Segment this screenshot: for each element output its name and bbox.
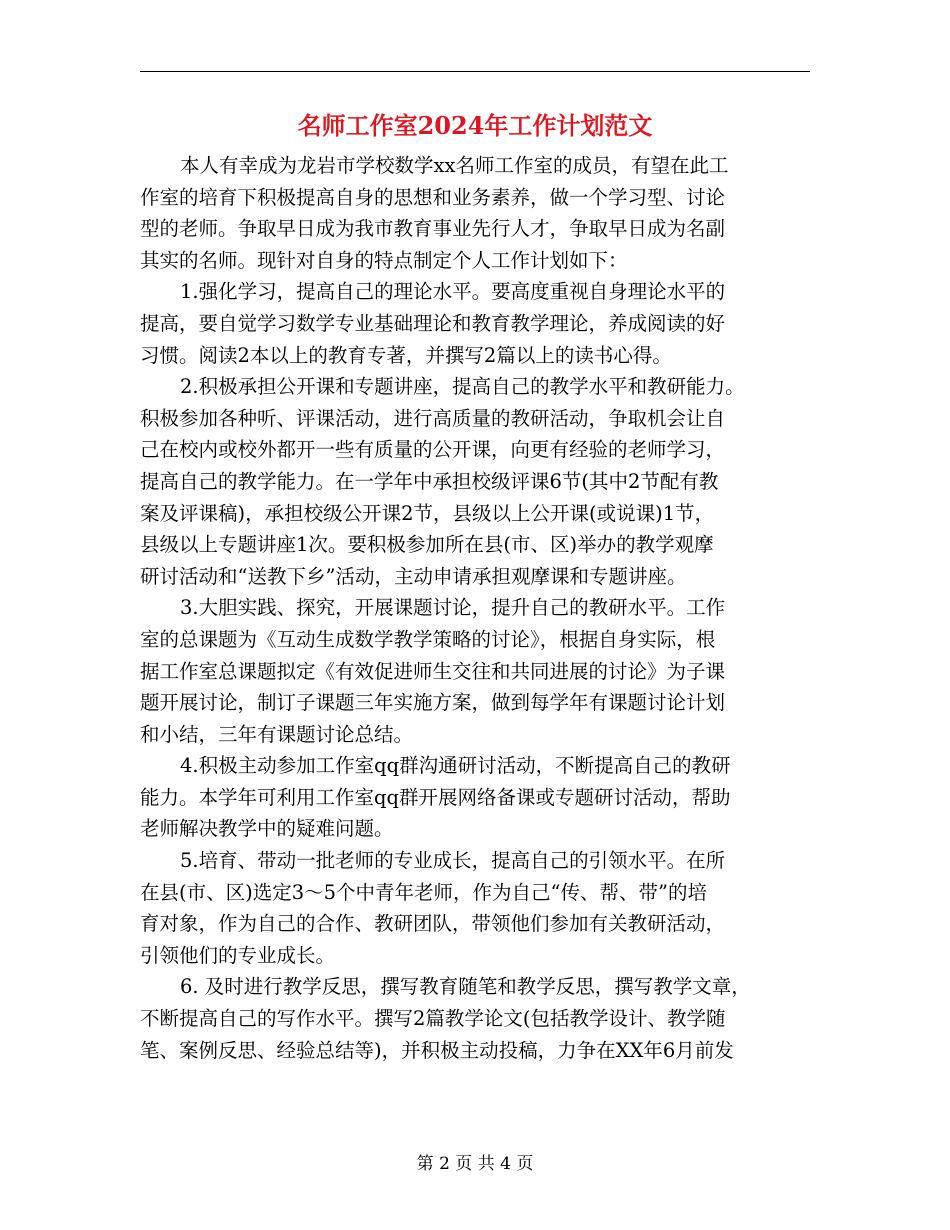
document-title: 名师工作室2024年工作计划范文 xyxy=(297,111,653,140)
page-number: 第 2 页 共 4 页 xyxy=(416,1154,534,1174)
paragraph-line: 据工作室总课题拟定《有效促进师生交往和共同进展的讨论》为子课 xyxy=(140,659,726,683)
paragraph-line: 研讨活动和“送教下乡”活动，主动申请承担观摩课和专题讲座。 xyxy=(140,564,687,588)
paragraph xyxy=(140,971,812,1066)
document-body xyxy=(140,150,812,1066)
paragraph-line: 其实的名师。现针对自身的特点制定个人工作计划如下： xyxy=(140,248,628,272)
paragraph-line: 4.积极主动参加工作室qq群沟通研讨活动，不断提高自己的教研 xyxy=(180,754,731,778)
paragraph-line: 提高，要自觉学习数学专业基础理论和教育教学理论，养成阅读的好 xyxy=(140,311,726,335)
paragraph-line: 案及评课稿)，承担校级公开课2节，县级以上公开课(或说课)1节， xyxy=(140,501,715,525)
paragraph-line: 5.培育、带动一批老师的专业成长，提高自己的引领水平。在所 xyxy=(180,849,726,873)
paragraph-line: 引领他们的专业成长。 xyxy=(140,943,336,967)
paragraph-line: 6. 及时进行教学反思，撰写教育随笔和教学反思，撰写教学文章， xyxy=(180,975,751,999)
paragraph xyxy=(140,845,812,971)
paragraph xyxy=(140,592,812,750)
paragraph-line: 和小结，三年有课题讨论总结。 xyxy=(140,722,414,746)
paragraph-line: 己在校内或校外都开一些有质量的公开课，向更有经验的老师学习， xyxy=(140,438,726,462)
paragraph-line: 育对象，作为自己的合作、教研团队，带领他们参加有关教研活动， xyxy=(140,912,726,936)
paragraph-line: 笔、案例反思、经验总结等)，并积极主动投稿，力争在XX年6月前发 xyxy=(140,1038,734,1062)
paragraph-line: 不断提高自己的写作水平。撰写2篇教学论文(包括教学设计、教学随 xyxy=(140,1007,726,1031)
paragraph-line: 3.大胆实践、探究，开展课题讨论，提升自己的教研水平。工作 xyxy=(180,596,726,620)
paragraph-line: 本人有幸成为龙岩市学校数学xx名师工作室的成员，有望在此工 xyxy=(180,154,729,177)
paragraph xyxy=(140,750,812,845)
paragraph-line: 作室的培育下积极提高自身的思想和业务素养，做一个学习型、讨论 xyxy=(140,185,726,209)
paragraph-line: 1.强化学习，提高自己的理论水平。要高度重视自身理论水平的 xyxy=(180,280,726,304)
paragraph-line: 在县(市、区)选定3～5个中青年老师，作为自己“传、帮、带”的培 xyxy=(140,880,707,904)
paragraph-line: 2.积极承担公开课和专题讲座，提高自己的教学水平和教研能力。 xyxy=(180,375,745,399)
paragraph-line: 型的老师。争取早日成为我市教育事业先行人才，争取早日成为名副 xyxy=(140,217,726,241)
paragraph xyxy=(140,276,812,371)
paragraph xyxy=(140,150,812,276)
paragraph-line: 县级以上专题讲座1次。要积极参加所在县(市、区)举办的教学观摩 xyxy=(140,533,714,557)
paragraph-line: 老师解决教学中的疑难问题。 xyxy=(140,817,394,841)
paragraph xyxy=(140,371,812,592)
paragraph-line: 提高自己的教学能力。在一学年中承担校级评课6节(其中2节配有教 xyxy=(140,469,719,493)
paragraph-line: 题开展讨论，制订子课题三年实施方案，做到每学年有课题讨论计划 xyxy=(140,691,726,715)
paragraph-line: 习惯。阅读2本以上的教育专著，并撰写2篇以上的读书心得。 xyxy=(140,343,672,367)
paragraph-line: 积极参加各种听、评课活动，进行高质量的教研活动，争取机会让自 xyxy=(140,406,726,430)
paragraph-line: 室的总课题为《互动生成数学教学策略的讨论》，根据自身实际，根 xyxy=(140,627,716,651)
paragraph-line: 能力。本学年可利用工作室qq群开展网络备课或专题研讨活动，帮助 xyxy=(140,785,731,809)
header-rule xyxy=(140,71,810,72)
